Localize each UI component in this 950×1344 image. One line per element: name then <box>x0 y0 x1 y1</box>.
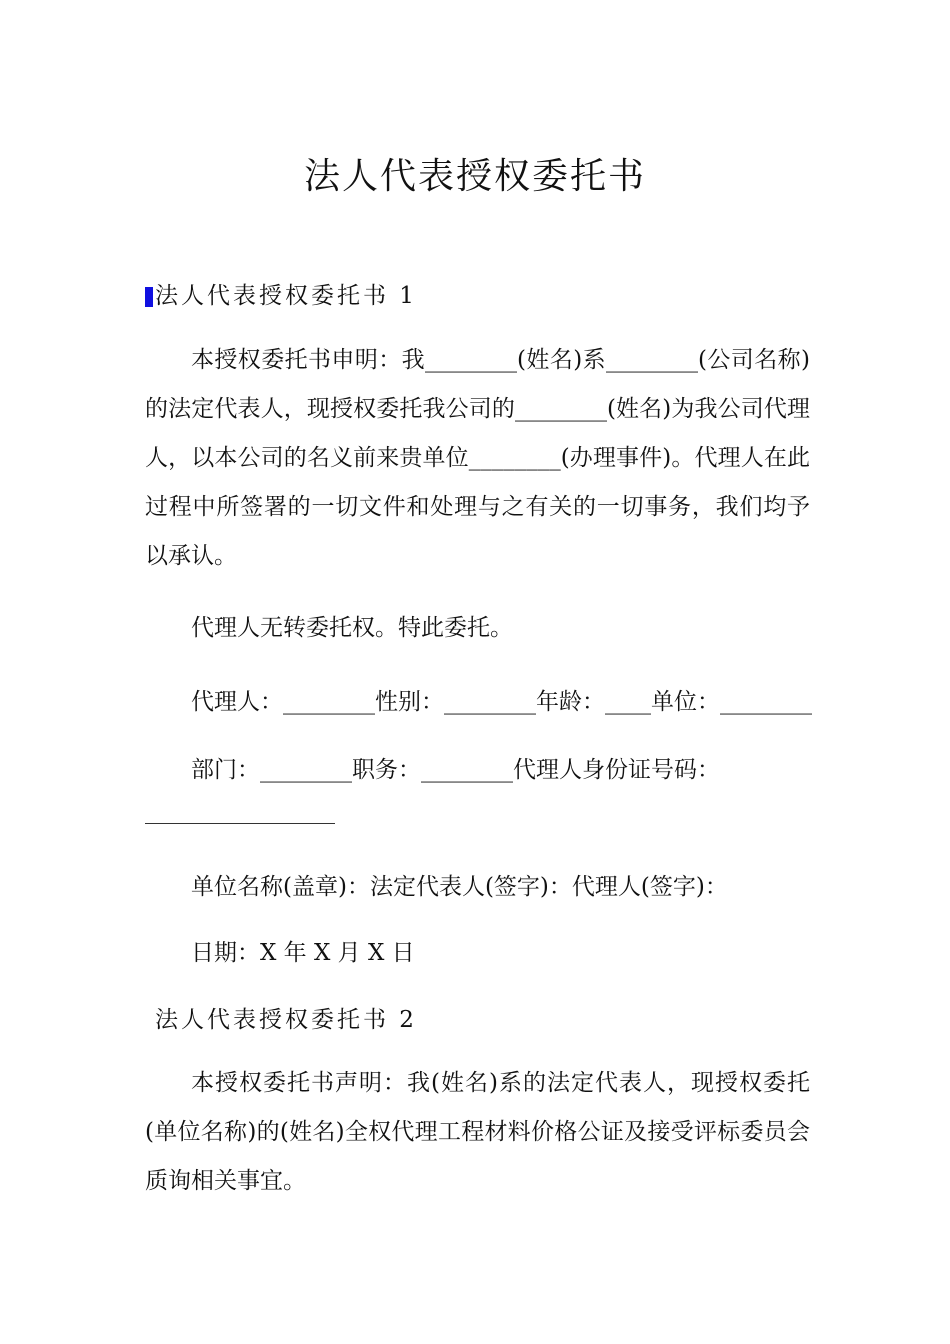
section-1-heading: 法人代表授权委托书 1 <box>155 283 417 309</box>
section-1-paragraph-2: 代理人无转委托权。特此委托。 <box>191 615 513 641</box>
section-2-heading: 法人代表授权委托书 2 <box>155 1007 417 1033</box>
signature-line: 单位名称(盖章)：法定代表人(签字)：代理人(签字)： <box>191 874 728 900</box>
department-info-line: 部门：________职务：________代理人身份证号码： <box>191 757 720 783</box>
document-title: 法人代表授权委托书 <box>303 156 646 197</box>
date-line: 日期：X 年 X 月 X 日 <box>191 940 415 966</box>
agent-info-line: 代理人：________性别：________年龄：____单位：________ <box>191 689 812 715</box>
section-1-paragraph-1: 本授权委托书申明：我________(姓名)系________(公司名称)的法定代表人，现授权委托我公司的________(姓名)为我公司代理人，以本公司的名义前来贵单位________(办理事件)。代理人在此过程中所签署的一切文件和处理与之有关的一切事务，我们均予以承认。 <box>145 347 810 569</box>
section-2-paragraph-1: 本授权委托书声明：我(姓名)系的法定代表人，现授权委托(单位名称)的(姓名)全权代理工程材料价格公证及接受评标委员会质询相关事宜。 <box>145 1070 810 1194</box>
id-number-blank <box>145 823 335 824</box>
cursor-marker <box>145 287 153 307</box>
